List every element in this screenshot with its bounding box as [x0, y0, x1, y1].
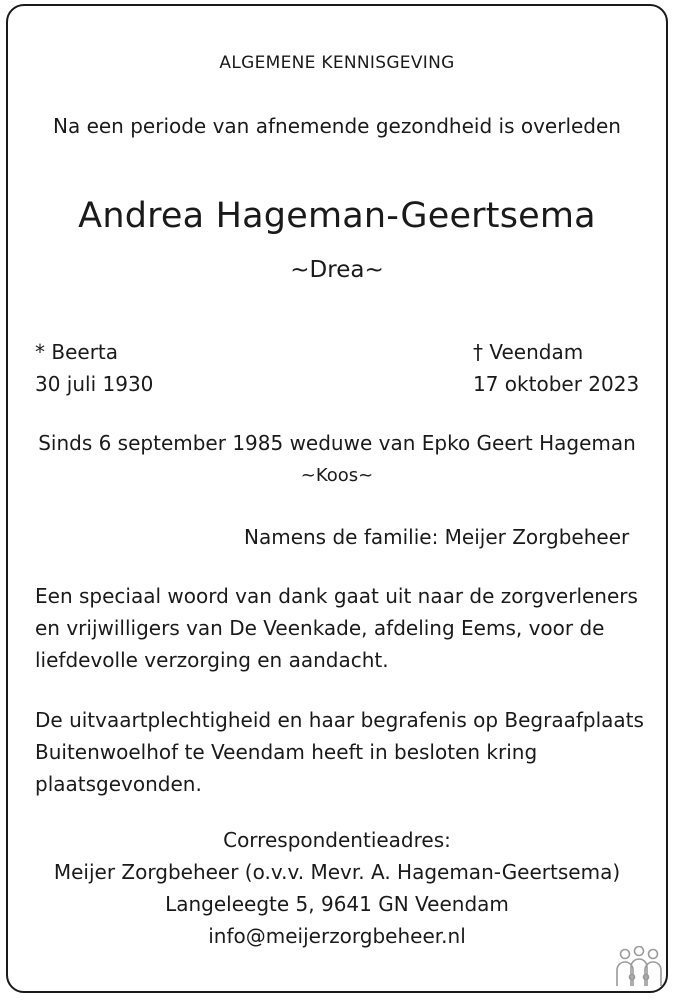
thanks-paragraph [35, 580, 655, 676]
spouse-nickname: ~Koos~ [300, 465, 374, 486]
deceased-name: Andrea Hageman-Geertsema [78, 196, 596, 236]
funeral-line: plaatsgevonden. [35, 772, 202, 796]
birth-date: 30 juli 1930 [35, 372, 154, 396]
correspondence-name: Meijer Zorgbeheer (o.v.v. Mevr. A. Hageman-Geertsema) [53, 860, 621, 884]
thanks-line: liefdevolle verzorging en aandacht. [35, 648, 389, 672]
thanks-line: Een speciaal woord van dank gaat uit naar de zorgverleners [35, 584, 638, 608]
birth-place: * Beerta [35, 340, 119, 364]
thanks-line: en vrijwilligers van De Veenkade, afdeling Eems, voor de [35, 616, 605, 640]
notice-card [6, 4, 668, 993]
notice-header: ALGEMENE KENNISGEVING [219, 53, 455, 73]
deceased-nickname: ~Drea~ [290, 257, 384, 283]
widow-line: Sinds 6 september 1985 weduwe van Epko Geert Hageman [38, 431, 636, 455]
correspondence-address: Langeleegte 5, 9641 GN Veendam [165, 892, 509, 916]
family-line: Namens de familie: Meijer Zorgbeheer [244, 525, 630, 549]
family-people-icon [613, 946, 665, 990]
funeral-line: Buitenwoelhof te Veendam heeft in besloten kring [35, 740, 538, 764]
correspondence-email[interactable]: info@meijerzorgbeheer.nl [208, 924, 466, 948]
death-place: † Veendam [473, 340, 584, 364]
death-date: 17 oktober 2023 [473, 372, 640, 396]
correspondence-label: Correspondentieadres: [223, 828, 451, 852]
intro-text: Na een periode van afnemende gezondheid is overleden [53, 114, 621, 138]
funeral-paragraph [35, 704, 655, 800]
funeral-line: De uitvaartplechtigheid en haar begrafenis op Begraafplaats [35, 708, 644, 732]
